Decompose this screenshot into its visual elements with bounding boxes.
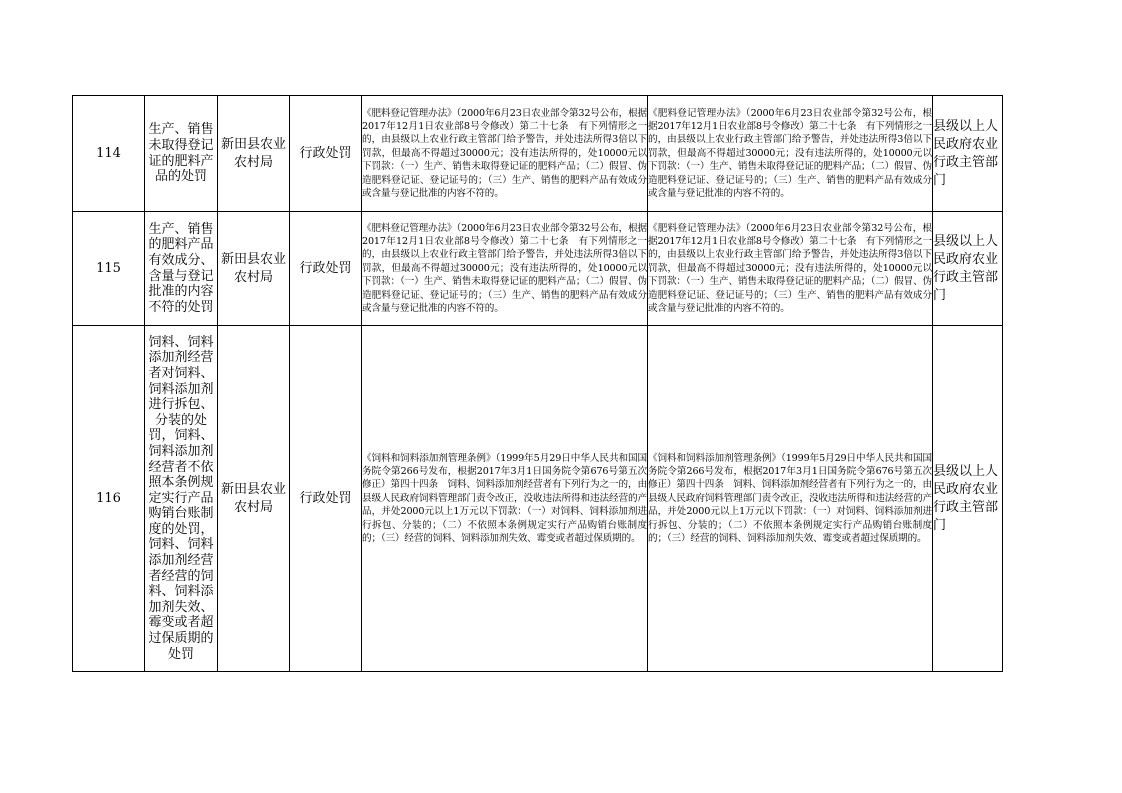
legal-basis-2: 《肥料登记管理办法》（2000年6月23日农业部令第32号公布，根据2017年12月1日农业部8号令修改）第二十七条 有下列情形之一的，由县级以上农业行政主管部门给予警告，并处违法所得3倍以下罚款，但最高不得超过30000元；没有违法所得的，处10000元以下罚款：（一）生产、销售未取得登记证的肥料产品；（二）假冒、伪造肥料登记证、登记证号的；（三）生产、销售的肥料产品有效成分或含量与登记批准的内容不符的。 — [648, 96, 933, 212]
item-number: 114 — [73, 96, 145, 212]
legal-basis-1: 《肥料登记管理办法》（2000年6月23日农业部令第32号公布，根据2017年12月1日农业部8号令修改）第二十七条 有下列情形之一的，由县级以上农业行政主管部门给予警告，并处违法所得3倍以下罚款，但最高不得超过30000元；没有违法所得的，处10000元以下罚款：（一）生产、销售未取得登记证的肥料产品；（二）假冒、伪造肥料登记证、登记证号的；（三）生产、销售的肥料产品有效成分或含量与登记批准的内容不符的。 — [362, 212, 648, 326]
item-number: 115 — [73, 212, 145, 326]
implementing-department: 新田县农业农村局 — [218, 326, 290, 672]
item-name: 生产、销售的肥料产品有效成分、含量与登记批准的内容不符的处罚 — [145, 212, 218, 326]
table-row — [73, 326, 1003, 672]
legal-basis-1: 《饲料和饲料添加剂管理条例》（1999年5月29日中华人民共和国国务院令第266号发布，根据2017年3月1日国务院令第676号第五次修正）第四十四条 饲料、饲料添加剂经营者有下列行为之一的，由县级人民政府饲料管理部门责令改正，没收违法所得和违法经营的产品，并处2000元以上1万元以下罚款：（一）对饲料、饲料添加剂进行拆包、分装的；（二）不依照本条例规定实行产品购销台账制度的；（三）经营的饲料、饲料添加剂失效、霉变或者超过保质期的。 — [362, 326, 648, 672]
implementing-department: 新田县农业农村局 — [218, 96, 290, 212]
legal-basis-2: 《饲料和饲料添加剂管理条例》（1999年5月29日中华人民共和国国务院令第266号发布，根据2017年3月1日国务院令第676号第五次修正）第四十四条 饲料、饲料添加剂经营者有下列行为之一的，由县级人民政府饲料管理部门责令改正，没收违法所得和违法经营的产品，并处2000元以上1万元以下罚款：（一）对饲料、饲料添加剂进行拆包、分装的；（二）不依照本条例规定实行产品购销台账制度的；（三）经营的饲料、饲料添加剂失效、霉变或者超过保质期的。 — [648, 326, 933, 672]
penalty-items-table — [72, 95, 1003, 672]
item-number: 116 — [73, 326, 145, 672]
legal-basis-2: 《肥料登记管理办法》（2000年6月23日农业部令第32号公布，根据2017年12月1日农业部8号令修改）第二十七条 有下列情形之一的，由县级以上农业行政主管部门给予警告，并处违法所得3倍以下罚款，但最高不得超过30000元；没有违法所得的，处10000元以下罚款：（一）生产、销售未取得登记证的肥料产品；（二）假冒、伪造肥料登记证、登记证号的；（三）生产、销售的肥料产品有效成分或含量与登记批准的内容不符的。 — [648, 212, 933, 326]
authority-level: 县级以上人民政府农业行政主管部门 — [933, 326, 1003, 672]
power-type: 行政处罚 — [290, 96, 362, 212]
power-type: 行政处罚 — [290, 326, 362, 672]
table-row — [73, 96, 1003, 212]
implementing-department: 新田县农业农村局 — [218, 212, 290, 326]
authority-level: 县级以上人民政府农业行政主管部门 — [933, 96, 1003, 212]
item-name: 生产、销售未取得登记证的肥料产品的处罚 — [145, 96, 218, 212]
legal-basis-1: 《肥料登记管理办法》（2000年6月23日农业部令第32号公布，根据2017年12月1日农业部8号令修改）第二十七条 有下列情形之一的，由县级以上农业行政主管部门给予警告，并处违法所得3倍以下罚款，但最高不得超过30000元；没有违法所得的，处10000元以下罚款：（一）生产、销售未取得登记证的肥料产品；（二）假冒、伪造肥料登记证、登记证号的；（三）生产、销售的肥料产品有效成分或含量与登记批准的内容不符的。 — [362, 96, 648, 212]
item-name: 饲料、饲料添加剂经营者对饲料、饲料添加剂进行拆包、分装的处罚，饲料、饲料添加剂经营者不依照本条例规定实行产品购销台账制度的处罚，饲料、饲料添加剂经营者经营的饲料、饲料添加剂失效、霉变或者超过保质期的处罚 — [145, 326, 218, 672]
authority-level: 县级以上人民政府农业行政主管部门 — [933, 212, 1003, 326]
table-row — [73, 212, 1003, 326]
power-type: 行政处罚 — [290, 212, 362, 326]
